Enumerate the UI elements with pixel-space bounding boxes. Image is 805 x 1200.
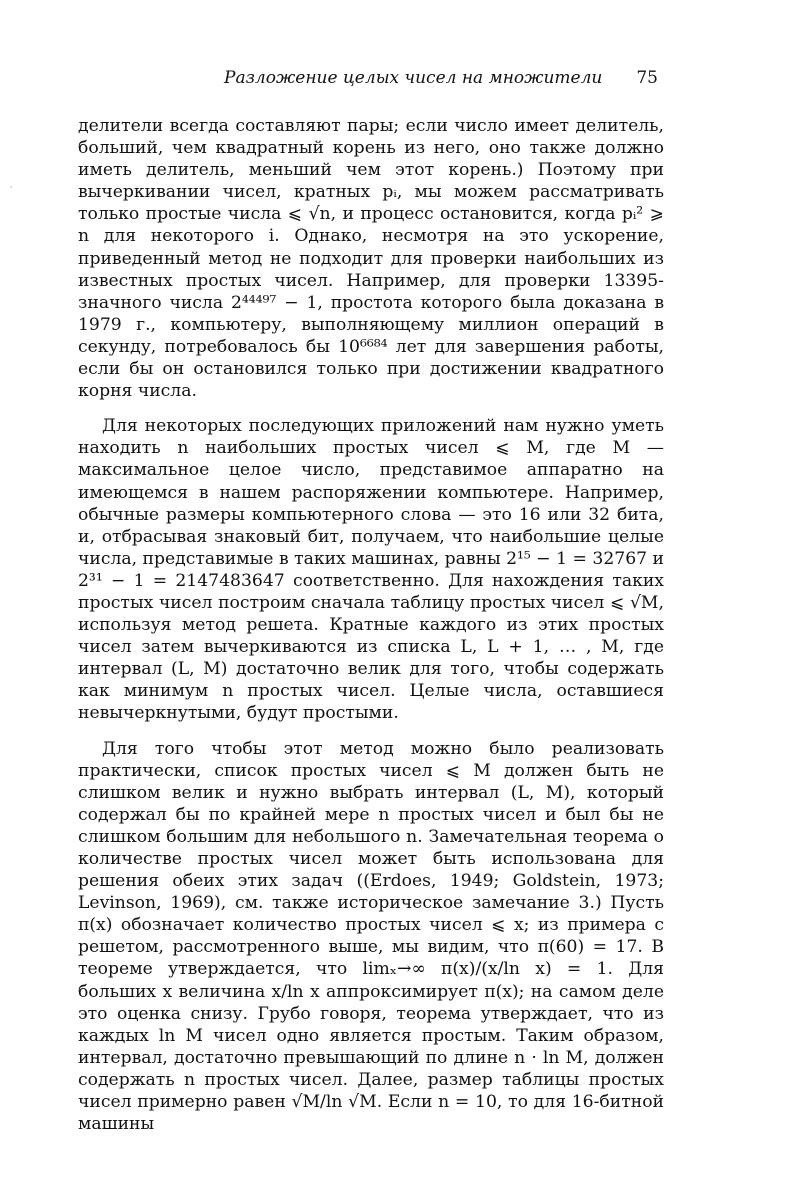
- running-title: Разложение целых чисел на множители: [224, 68, 603, 88]
- paragraph: Для того чтобы этот метод можно было реализовать практически, список простых чисел ⩽ M должен быть не слишком велик и нужно выбрать интервал (L, M), который содержал бы по крайней мере n простых чисел и был бы не слишком большим для небольшого n. Замечательная теорема о количестве простых чисел может быть использована для решения обеих этих задач ((Erdoes, 1949; Goldstein, 1973; Levinson, 1969), см. также историческое замечание 3.) Пусть π(x) обозначает количество простых чисел ⩽ x; из примера с решетом, рассмотренного выше, мы видим, что π(60) = 17. В теореме утверждается, что limₓ→∞ π(x)/(x/ln x) = 1. Для больших x величина x/ln x аппроксимирует π(x); на самом деле это оценка снизу. Грубо говоря, теорема утверждает, что из каждых ln M чисел одно является простым. Таким образом, интервал, достаточно превышающий по длине n · ln M, должен содержать n простых чисел. Далее, размер таблицы простых чисел примерно равен √M/ln √M. Если n = 10, то для 16-битной машины: [78, 738, 664, 1135]
- running-header: [78, 68, 658, 98]
- page-body: [78, 115, 664, 1148]
- paragraph: Для некоторых последующих приложений нам нужно уметь находить n наибольших простых чисел ⩽ M, где M — максимальное целое число, представимое аппаратно на имеющемся в нашем распоряжении компьютере. Например, обычные размеры компьютерного слова — это 16 или 32 бита, и, отбрасывая знаковый бит, получаем, что наибольшие целые числа, представимые в таких машинах, равны 2¹⁵ − 1 = 32767 и 2³¹ − 1 = 2147483647 соответственно. Для нахождения таких простых чисел построим сначала таблицу простых чисел ⩽ √M, используя метод решета. Кратные каждого из этих простых чисел затем вычеркиваются из списка L, L + 1, … , M, где интервал (L, M) достаточно велик для того, чтобы содержать как минимум n простых чисел. Целые числа, оставшиеся невычеркнутыми, будут простыми.: [78, 416, 664, 724]
- paragraph-continuation: делители всегда составляют пары; если число имеет делитель, больший, чем квадратный корень из него, оно также должно иметь делитель, меньший чем этот корень.) Поэтому при вычеркивании чисел, кратных pᵢ, мы можем рассматривать только простые числа ⩽ √n, и процесс остановится, когда pᵢ² ⩾ n для некоторого i. Однако, несмотря на это ускорение, приведенный метод не подходит для проверки наибольших из известных простых чисел. Например, для проверки 13395-значного числа 2⁴⁴⁴⁹⁷ − 1, простота которого была доказана в 1979 г., компьютеру, выполняющему миллион операций в секунду, потребовалось бы 10⁶⁶⁸⁴ лет для завершения работы, если бы он остановился только при достижении квадратного корня числа.: [78, 116, 664, 402]
- margin-dot: ·: [10, 183, 13, 192]
- page-number: 75: [636, 68, 658, 88]
